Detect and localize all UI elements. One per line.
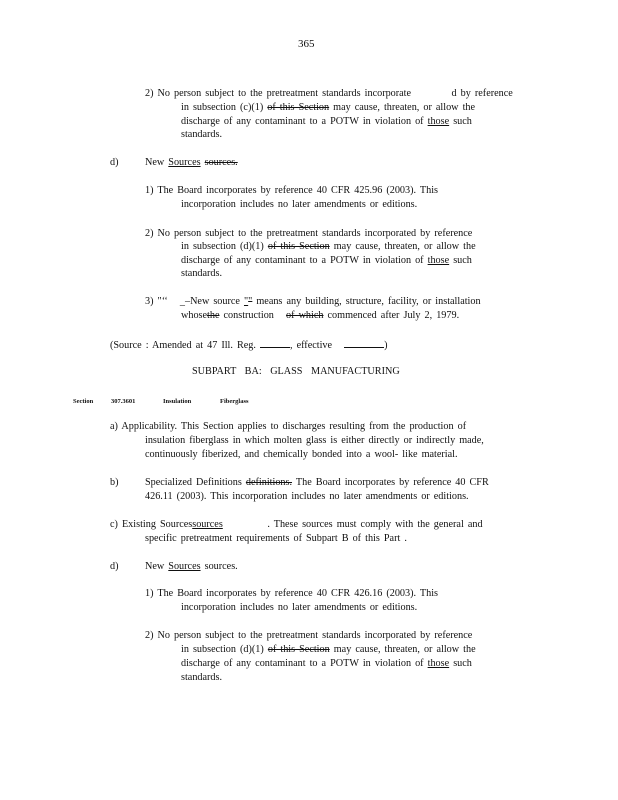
page-number: 365 (298, 38, 315, 50)
paragraph-line: whosethe construction of which commenced after July 2, 1979. (181, 310, 460, 321)
paragraph-line: insulation fiberglass in which molten glass is either directly or indirectly made, (145, 435, 484, 446)
paragraph-line: standards. (181, 268, 223, 279)
struck-text: sources. (204, 157, 238, 168)
section-number: 307.3601 (111, 398, 136, 405)
struck-text: definitions. (245, 477, 293, 488)
underlined-text: those (427, 255, 450, 266)
paragraph-line: discharge of any contaminant to a POTW in violation of those such (181, 116, 472, 127)
subsection-heading: New Sources sources. (145, 561, 238, 572)
underlined-text: sources (192, 519, 223, 530)
paragraph-line: in subsection (d)(1) of this Section may cause, threaten, or allow the (181, 241, 476, 252)
subpart-heading: SUBPART BA: GLASS MANUFACTURING (192, 366, 400, 377)
paragraph-line: continuously fiberized, and chemically bonded into a wool- like material. (145, 449, 458, 460)
paragraph-line: 3) "‘‘ _–New source "" means any building, structure, facility, or installation (145, 296, 481, 307)
source-note: (Source : Amended at 47 Ill. Reg. , effective ) (110, 340, 388, 351)
paragraph-line: incorporation includes no later amendments or editions. (181, 199, 418, 210)
struck-text: of which (286, 310, 324, 321)
paragraph-line: in subsection (d)(1) of this Section may cause, threaten, or allow the (181, 644, 476, 655)
paragraph-line: standards. (181, 129, 223, 140)
paragraph-line: 2) No person subject to the pretreatment standards incorporate d by reference (145, 88, 513, 99)
subsection-heading: New Sources sources. (145, 157, 238, 168)
paragraph-line: a) Applicability. This Section applies to discharges resulting from the production of (110, 421, 467, 432)
paragraph-line: in subsection (c)(1) of this Section may cause, threaten, or allow the (181, 102, 476, 113)
underlined-text: those (427, 116, 450, 127)
paragraph-line: incorporation includes no later amendments or editions. (181, 602, 418, 613)
paragraph-line: 2) No person subject to the pretreatment standards incorporated by reference (145, 630, 473, 641)
struck-text: the (207, 310, 220, 321)
paragraph-line: discharge of any contaminant to a POTW in violation of those such (181, 255, 472, 266)
section-title: Fiberglass (220, 398, 249, 405)
blank-line (344, 338, 384, 348)
paragraph-line: 2) No person subject to the pretreatment standards incorporated by reference (145, 228, 473, 239)
underlined-text: Sources (168, 561, 201, 572)
paragraph-line: 1) The Board incorporates by reference 40 CFR 425.96 (2003). This (145, 185, 439, 196)
struck-text: of this Section (267, 241, 330, 252)
blank-line (260, 338, 290, 348)
list-marker: b) (110, 477, 119, 488)
underlined-text: Sources (168, 157, 201, 168)
section-label: Section (73, 398, 94, 405)
list-marker: d) (110, 561, 119, 572)
paragraph-line: standards. (181, 672, 223, 683)
underlined-text: " (243, 296, 249, 307)
struck-text: of this Section (267, 644, 330, 655)
paragraph-line: specific pretreatment requirements of Subpart B of this Part . (145, 533, 407, 544)
underlined-text: those (427, 658, 450, 669)
paragraph-line: discharge of any contaminant to a POTW in violation of those such (181, 658, 472, 669)
section-title: Insulation (163, 398, 192, 405)
paragraph-line: 1) The Board incorporates by reference 40 CFR 426.16 (2003). This (145, 588, 439, 599)
paragraph-line: Specialized Definitions definitions. The Board incorporates by reference 40 CFR (145, 477, 489, 488)
paragraph-line: c) Existing Sourcessources . These sources must comply with the general and (110, 519, 483, 530)
struck-text: of this Section (267, 102, 330, 113)
list-marker: d) (110, 157, 119, 168)
paragraph-line: 426.11 (2003). This incorporation includes no later amendments or editions. (145, 491, 469, 502)
struck-text: " (248, 296, 253, 307)
